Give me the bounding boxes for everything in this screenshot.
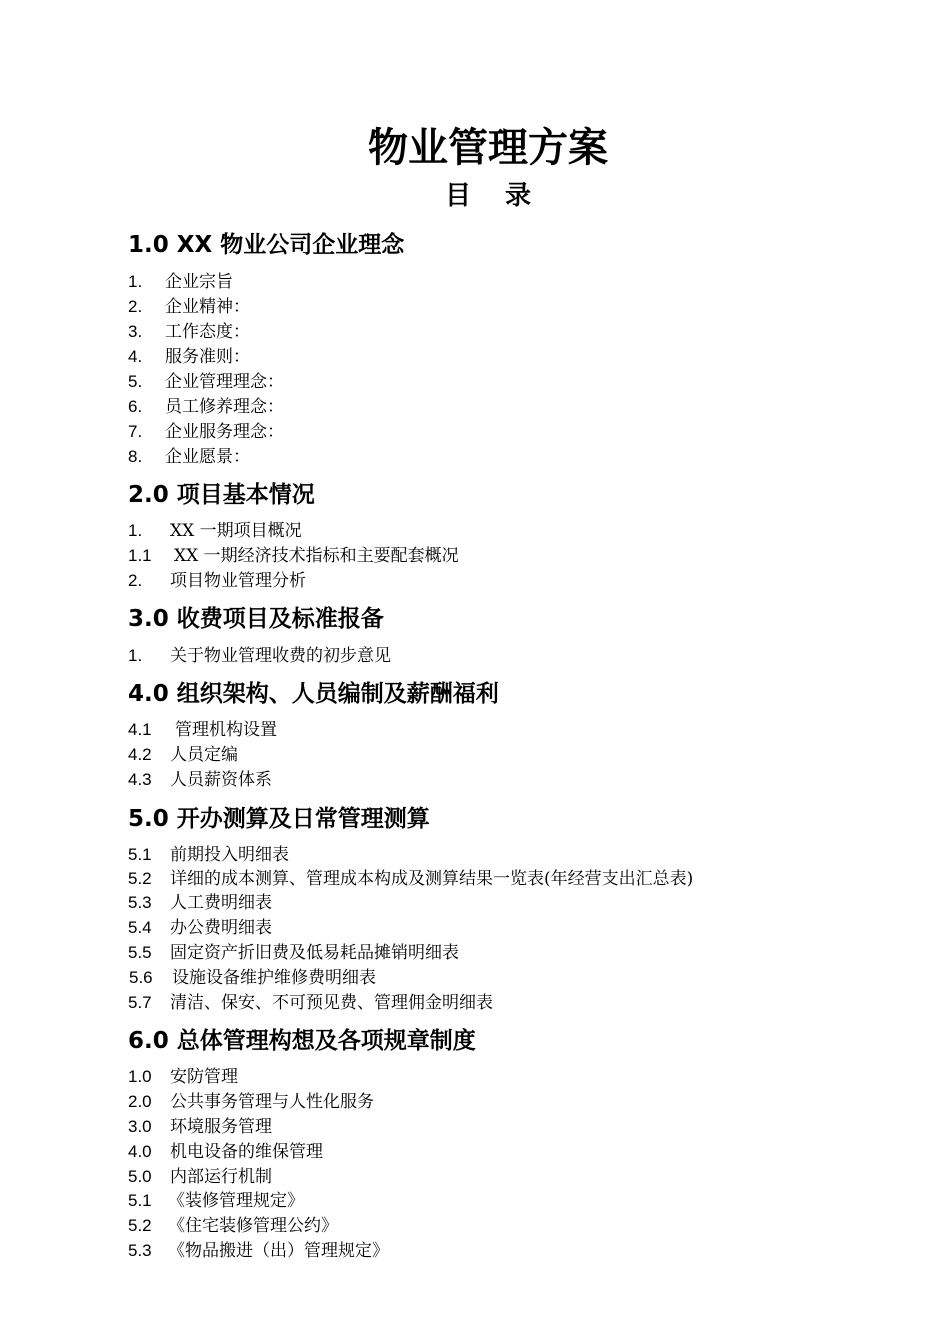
item-number: 5.2 <box>128 1216 152 1235</box>
item-text: 环境服务管理 <box>170 1117 272 1137</box>
toc-item <box>128 545 459 567</box>
item-text: 员工修养理念： <box>165 397 284 417</box>
item-text: 企业宗旨 <box>165 272 233 292</box>
item-number: 5.6 <box>129 968 153 987</box>
item-text: 《装修管理规定》 <box>168 1191 304 1211</box>
item-number: 1.1 <box>128 546 152 565</box>
item-text: 《物品搬进（出）管理规定》 <box>168 1241 389 1261</box>
item-number: 5.7 <box>128 993 152 1012</box>
item-number: 8. <box>128 447 143 466</box>
toc-title <box>0 176 950 216</box>
toc-item <box>128 942 459 964</box>
section-heading: 5.0 开办测算及日常管理测算 <box>128 806 430 832</box>
section-heading: 6.0 总体管理构想及各项规章制度 <box>128 1028 476 1054</box>
document-title: 物业管理方案 <box>368 125 608 171</box>
item-number: 5.1 <box>128 1191 152 1210</box>
toc-item <box>128 296 250 318</box>
item-text: 前期投入明细表 <box>170 845 289 865</box>
item-text: XX 一期项目概况 <box>170 521 302 541</box>
item-text: 关于物业管理收费的初步意见 <box>170 646 391 666</box>
item-text: 人工费明细表 <box>170 893 272 913</box>
item-text: 办公费明细表 <box>170 918 272 938</box>
item-text: 工作态度： <box>165 322 250 342</box>
toc-item <box>128 271 233 293</box>
toc-item <box>128 346 250 368</box>
toc-item <box>128 1240 389 1262</box>
item-text: 机电设备的维保管理 <box>170 1142 323 1162</box>
item-number: 4.0 <box>128 1142 152 1161</box>
item-number: 2. <box>128 571 143 590</box>
section-heading: 2.0 项目基本情况 <box>128 482 315 508</box>
item-text: 企业精神： <box>165 297 250 317</box>
item-text: 内部运行机制 <box>170 1167 272 1187</box>
item-number: 4.2 <box>128 745 152 764</box>
toc-item <box>128 570 306 592</box>
item-number: 7. <box>128 422 143 441</box>
item-number: 4. <box>128 347 143 366</box>
toc-item <box>128 967 376 989</box>
toc-item <box>128 520 302 542</box>
item-number: 2. <box>128 297 143 316</box>
toc-item <box>128 1116 272 1138</box>
item-number: 5.2 <box>128 869 152 888</box>
item-text: 《住宅装修管理公约》 <box>168 1216 338 1236</box>
section-heading: 4.0 组织架构、人员编制及薪酬福利 <box>128 681 499 707</box>
toc-item <box>128 769 272 791</box>
toc-item <box>128 744 238 766</box>
item-text: 安防管理 <box>170 1067 238 1087</box>
toc-item <box>128 868 693 890</box>
item-text: 清洁、保安、不可预见费、管理佣金明细表 <box>170 993 493 1013</box>
item-text: 公共事务管理与人性化服务 <box>170 1092 374 1112</box>
item-number: 1. <box>128 272 143 291</box>
toc-item <box>128 1066 238 1088</box>
toc-title-char-2: 录 <box>505 181 532 211</box>
item-text: 人员薪资体系 <box>170 770 272 790</box>
toc-item <box>128 719 277 741</box>
item-number: 6. <box>128 397 143 416</box>
toc-item <box>128 446 250 468</box>
toc-item <box>128 892 272 914</box>
item-text: 项目物业管理分析 <box>170 571 306 591</box>
toc-item <box>128 1091 374 1113</box>
item-text: XX 一期经济技术指标和主要配套概况 <box>174 546 459 566</box>
item-number: 5.1 <box>128 845 152 864</box>
item-text: 企业服务理念： <box>165 422 284 442</box>
item-number: 2.0 <box>128 1092 152 1111</box>
item-number: 3. <box>128 322 143 341</box>
item-text: 服务准则： <box>165 347 250 367</box>
section-heading: 1.0 XX 物业公司企业理念 <box>128 232 405 258</box>
item-number: 4.3 <box>128 770 152 789</box>
item-number: 5.4 <box>128 918 152 937</box>
toc-item <box>128 645 391 667</box>
item-text: 详细的成本测算、管理成本构成及测算结果一览表(年经营支出汇总表) <box>170 869 694 889</box>
toc-item <box>128 421 284 443</box>
item-number: 5. <box>128 372 143 391</box>
item-number: 5.3 <box>128 1241 152 1260</box>
item-text: 企业管理理念： <box>165 372 284 392</box>
item-number: 5.5 <box>128 943 152 962</box>
toc-item <box>128 1141 323 1163</box>
item-number: 1.0 <box>128 1067 152 1086</box>
toc-item <box>128 321 250 343</box>
toc-item <box>128 1215 338 1237</box>
toc-item <box>128 1166 272 1188</box>
item-text: 管理机构设置 <box>175 720 277 740</box>
item-text: 固定资产折旧费及低易耗品摊销明细表 <box>170 943 459 963</box>
item-text: 人员定编 <box>170 745 238 765</box>
item-number: 4.1 <box>128 720 152 739</box>
item-number: 5.3 <box>128 893 152 912</box>
toc-item <box>128 844 289 866</box>
toc-item <box>128 917 272 939</box>
section-heading: 3.0 收费项目及标准报备 <box>128 606 384 632</box>
toc-item <box>128 396 284 418</box>
item-number: 3.0 <box>128 1117 152 1136</box>
item-text: 企业愿景： <box>165 447 250 467</box>
toc-item <box>128 371 284 393</box>
toc-title-char-1: 目 <box>444 181 471 211</box>
item-number: 5.0 <box>128 1167 152 1186</box>
toc-item <box>128 992 493 1014</box>
item-number: 1. <box>128 646 143 665</box>
toc-item <box>128 1190 304 1212</box>
item-number: 1. <box>128 521 143 540</box>
item-text: 设施设备维护维修费明细表 <box>172 968 376 988</box>
